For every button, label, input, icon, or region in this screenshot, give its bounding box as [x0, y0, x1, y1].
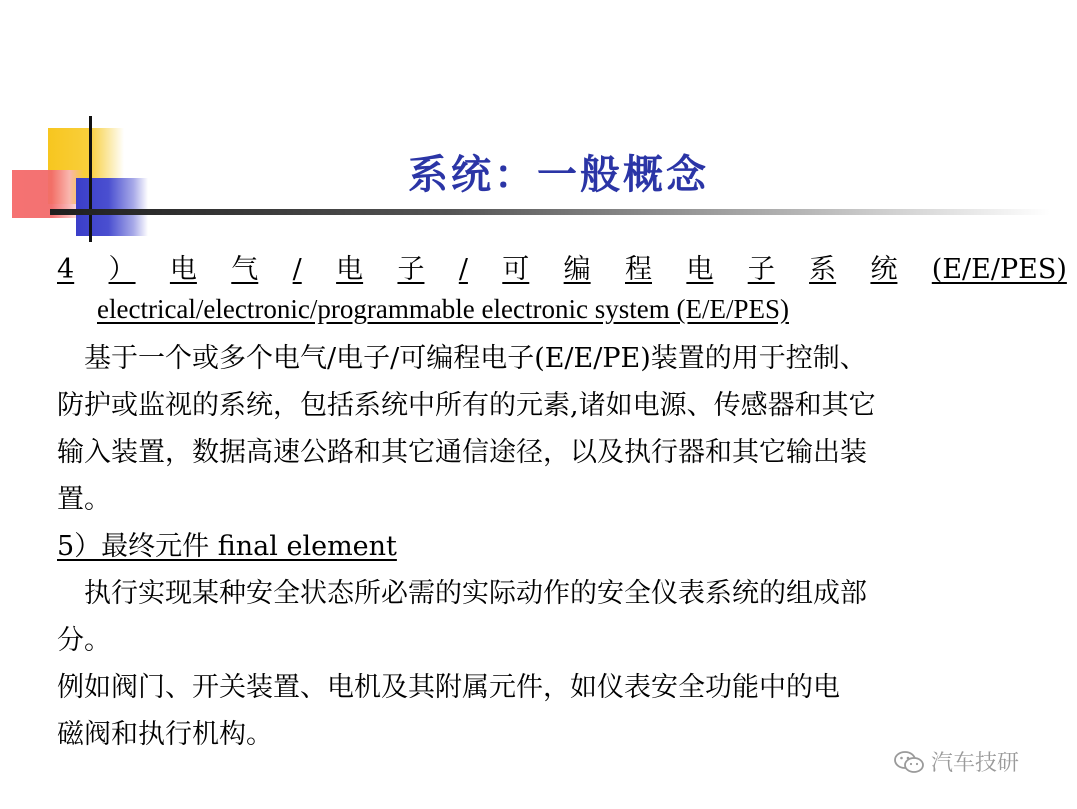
item4-heading-char: 系 — [809, 254, 837, 285]
item4-body-line: 基于一个或多个电气/电子/可编程电子(E/E/PE)装置的用于控制、 — [57, 343, 867, 374]
item4-heading-char: 程 — [625, 254, 652, 285]
item4-heading-char: / — [458, 254, 468, 285]
watermark — [893, 746, 1019, 777]
item4-heading-char: 子 — [397, 254, 425, 285]
item5-heading: 5）最终元件 final element — [57, 531, 397, 562]
item4-heading-char: (E/E/PES) — [931, 254, 1067, 285]
vertical-rule — [89, 116, 92, 242]
item4-body-line: 防护或监视的系统，包括系统中所有的元素,诸如电源、传感器和其它 — [57, 390, 876, 421]
item4-body-line: 置。 — [57, 484, 111, 515]
item4-heading-char: 可 — [502, 254, 530, 285]
item4-heading-char: 子 — [747, 254, 775, 285]
item4-heading-char: 电 — [686, 254, 714, 285]
item4-heading — [57, 250, 1067, 290]
item5-body-line: 磁阀和执行机构。 — [57, 719, 273, 750]
item4-heading-char: ） — [108, 254, 136, 285]
item4-heading-char: 统 — [870, 254, 898, 285]
item4-english-term: electrical/electronic/programmable electronic system (E/E/PES) — [97, 294, 789, 324]
item4-heading-char: 编 — [563, 254, 591, 285]
title-underline-rule — [50, 209, 1050, 215]
item5-body-line: 例如阀门、开关装置、电机及其附属元件，如仪表安全功能中的电 — [57, 672, 840, 703]
item4-heading-char: 气 — [231, 254, 259, 285]
wechat-icon — [893, 749, 925, 775]
item4-heading-char: 电 — [336, 254, 364, 285]
item4-heading-char: 4 — [57, 254, 75, 285]
watermark-text: 汽车技研 — [931, 751, 1020, 776]
slide-title: 系统：一般概念 — [408, 152, 709, 198]
item5-body-line: 分。 — [57, 625, 111, 656]
item4-heading-char: / — [292, 254, 302, 285]
blue-square-decoration — [76, 178, 148, 236]
item5-body-line: 执行实现某种安全状态所必需的实际动作的安全仪表系统的组成部 — [57, 578, 867, 609]
item4-body-line: 输入装置，数据高速公路和其它通信途径，以及执行器和其它输出装 — [57, 437, 867, 468]
item4-heading-char: 电 — [169, 254, 197, 285]
